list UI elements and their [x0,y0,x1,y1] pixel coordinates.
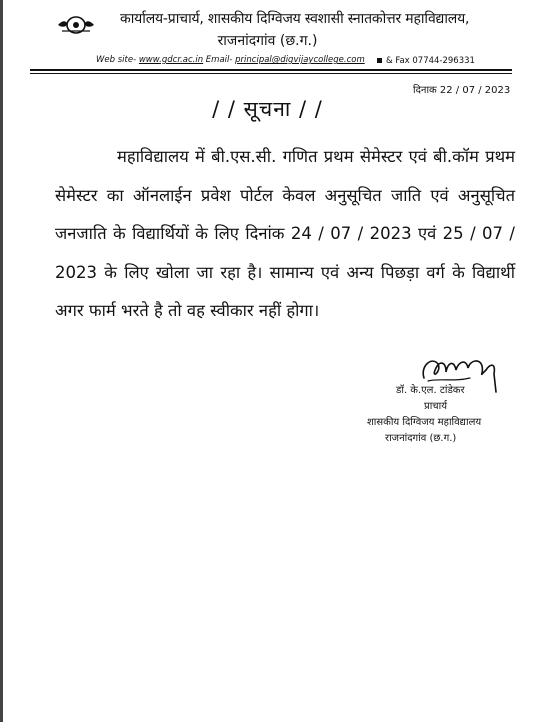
email-link[interactable]: principal@digvijaycollege.com [235,55,365,65]
signatory-name: डॉ. के.एल. टांडेकर [396,385,465,396]
phone-fax-icon [377,58,382,63]
web-label: Web site- [96,55,137,65]
signatory-city: राजनांदगांव (छ.ग.) [385,433,457,444]
notice-date: दिनाक 22 / 07 / 2023 [413,85,511,96]
signatory-college: शासकीय दिग्विजय महाविद्यालय [367,417,482,428]
web-url-link[interactable]: www.gdcr.ac.in [138,55,204,65]
contact-fax [377,56,475,66]
email-label: Email- [205,55,233,65]
fax-text: & Fax 07744-296331 [386,56,475,66]
contact-web-email [96,55,365,65]
notice-body [55,138,515,331]
notice-body-text: महाविद्यालय में बी.एस.सी. गणित प्रथम सेमेस्टर एवं बी.कॉम प्रथम सेमेस्टर का ऑनलाईन प्रवेश पोर्टल केवल अनुसूचित जाति एवं अनुसूचित जनजाति के विद्यार्थियों के लिए दिनांक 24 / 07 / 2023 एवं 25 / 07 / 2023 के लिए खोला जा रहा है। सामान्य एवं अन्य पिछड़ा वर्ग के विद्यार्थी अगर फार्म भरते है तो वह स्वीकार नहीं होगा। [55,147,515,321]
college-city: राजनांदगांव (छ.ग.) [217,33,318,49]
notice-title: / / सूचना / / [212,97,323,121]
header-divider [30,69,512,71]
college-name: कार्यालय-प्राचार्य, शासकीय दिग्विजय स्वशासी स्नातकोत्तर महाविद्यालय, [120,11,470,27]
header-divider-thin [30,73,512,74]
signatory-title: प्राचार्य [424,401,448,412]
